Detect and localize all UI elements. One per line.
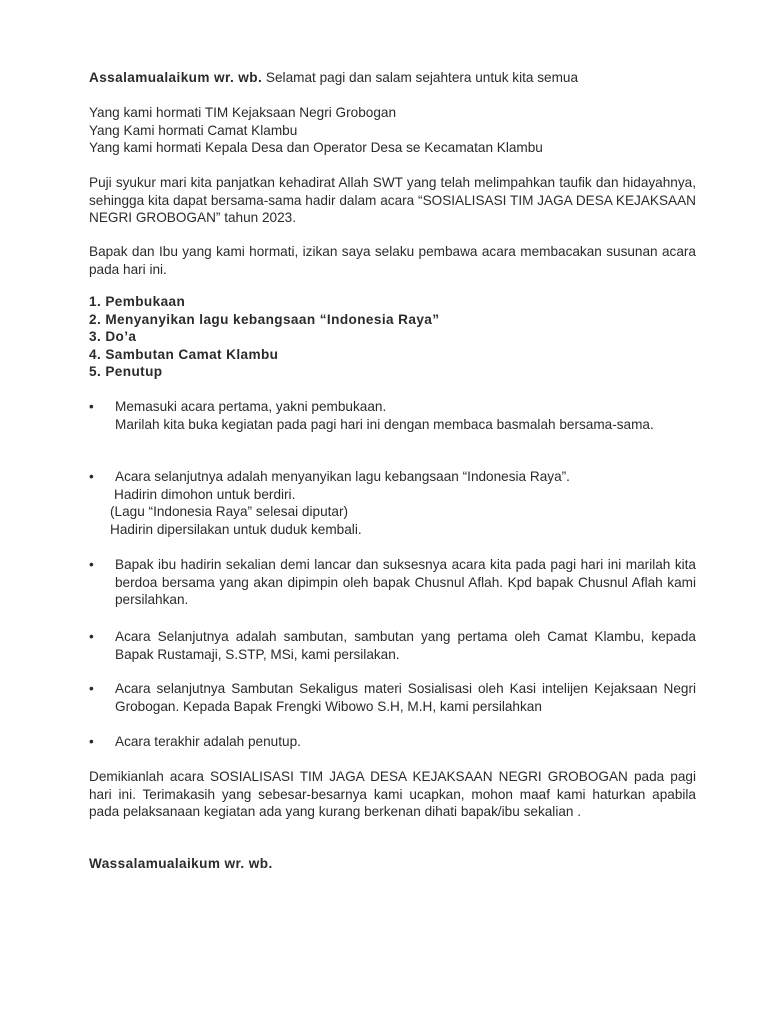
bullet-body: Acara selanjutnya Sambutan Sekaligus materi Sosialisasi oleh Kasi intelijen Kejaksaan Negri Grobogan. Kepada Bapak Frengki Wibowo S.H, M.H, kami persilahkan xyxy=(115,681,696,714)
bullet-opening xyxy=(89,398,696,433)
bullet-closing xyxy=(89,733,696,751)
bullet-line: Hadirin dipersilakan untuk duduk kembali. xyxy=(110,521,362,537)
bullet-line: Hadirin dimohon untuk berdiri. xyxy=(114,486,296,502)
bullet-anthem xyxy=(89,468,696,538)
bullet-dot: • xyxy=(89,399,94,414)
bullet-body: Bapak ibu hadirin sekalian demi lancar dan suksesnya acara kita pada pagi hari ini marilah kita berdoa bersama yang akan dipimpin oleh bapak Chusnul Aflah. Kpd bapak Chusnul Aflah kami persilahkan. xyxy=(115,557,696,608)
bullet-line: Acara selanjutnya adalah menyanyikan lagu kebangsaan “Indonesia Raya”. xyxy=(115,469,570,484)
bullet-speech-kasi xyxy=(89,680,696,715)
honors-list xyxy=(89,104,696,157)
bullet-line: Marilah kita buka kegiatan pada pagi hari ini dengan membaca basmalah bersama-sama. xyxy=(115,416,654,432)
honor-line: Yang kami hormati TIM Kejaksaan Negri Grobogan xyxy=(89,105,397,120)
bullet-line: (Lagu “Indonesia Raya” selesai diputar) xyxy=(110,504,349,520)
bullet-prayer xyxy=(89,556,696,609)
intro-paragraph: Bapak dan Ibu yang kami hormati, izikan saya selaku pembawa acara membacakan susunan acara pada hari ini. xyxy=(89,244,696,277)
agenda-item: 4. Sambutan Camat Klambu xyxy=(89,346,279,362)
gratitude-paragraph: Puji syukur mari kita panjatkan kehadirat Allah SWT yang telah melimpahkan taufik dan hidayahnya, sehingga kita dapat bersama-sama hadir dalam acara “SOSIALISASI TIM JAGA DESA KEJAKSAAN NEGRI GROBOGAN” tahun 2023. xyxy=(89,175,696,226)
bullet-body xyxy=(115,398,696,433)
agenda-list xyxy=(89,293,696,381)
bullet-body xyxy=(89,468,696,538)
closing-paragraph: Demikianlah acara SOSIALISASI TIM JAGA DESA KEJAKSAAN NEGRI GROBOGAN pada pagi hari ini. Terimakasih yang sebesar-besarnya kami ucapkan, mohon maaf kami haturkan apabila pada pelaksanaan kegiatan ada yang kurang berkenan dihati bapak/ibu sekalian . xyxy=(89,769,696,820)
agenda-item: 1. Pembukaan xyxy=(89,294,186,309)
bullet-dot: • xyxy=(89,734,94,749)
greeting-line xyxy=(89,69,696,87)
honor-line: Yang Kami hormati Camat Klambu xyxy=(89,122,298,138)
bullet-dot: • xyxy=(89,681,94,696)
bullet-line: Memasuki acara pertama, yakni pembukaan. xyxy=(115,399,387,414)
bullet-dot: • xyxy=(89,629,94,644)
greeting-bold: Assalamualaikum wr. wb. xyxy=(89,70,263,85)
bullet-dot: • xyxy=(89,557,94,572)
agenda-item: 5. Penutup xyxy=(89,364,163,380)
bullet-body: Acara Selanjutnya adalah sambutan, sambutan yang pertama oleh Camat Klambu, kepada Bapak Rustamaji, S.STP, MSi, kami persilakan. xyxy=(115,629,696,662)
bullet-dot: • xyxy=(89,469,94,484)
honor-line: Yang kami hormati Kepala Desa dan Operator Desa se Kecamatan Klambu xyxy=(89,140,543,156)
bullet-speech-camat xyxy=(89,628,696,663)
bullet-body: Acara terakhir adalah penutup. xyxy=(115,734,301,749)
agenda-item: 3. Do’a xyxy=(89,329,137,345)
greeting-text: Selamat pagi dan salam sejahtera untuk kita semua xyxy=(262,70,579,85)
agenda-item: 2. Menyanyikan lagu kebangsaan “Indonesia Raya” xyxy=(89,311,440,327)
farewell-line: Wassalamualaikum wr. wb. xyxy=(89,856,273,871)
